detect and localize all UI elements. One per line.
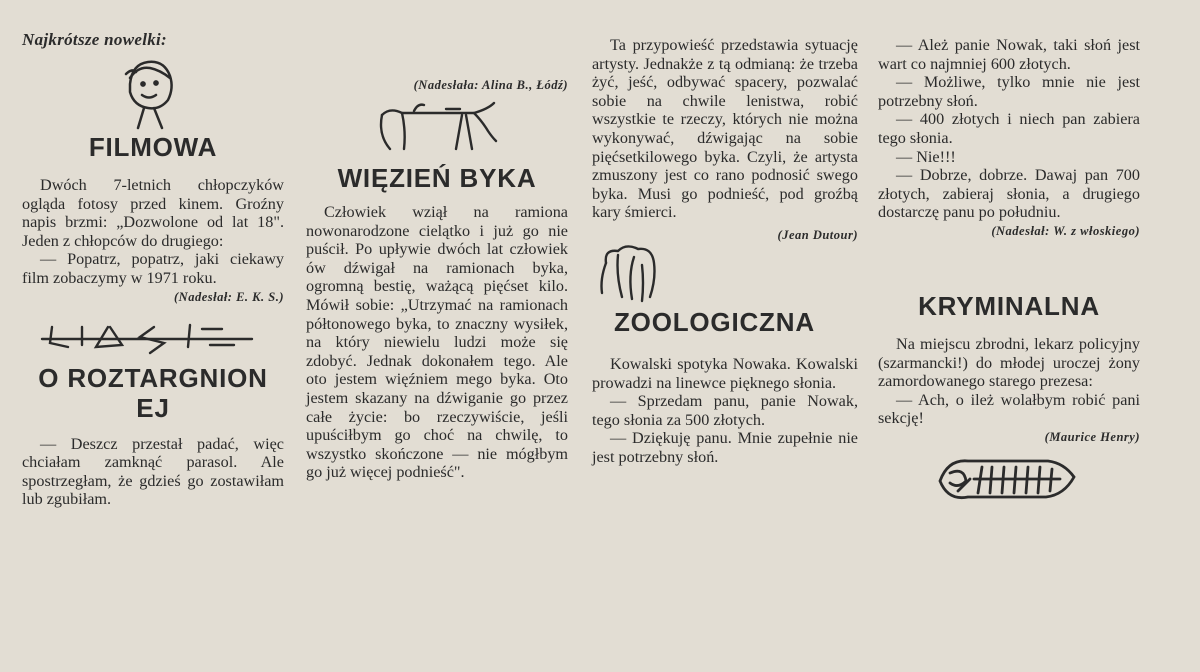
story-paragraph: — Sprzedam panu, panie Nowak, tego słonia za 500 złotych.: [592, 392, 858, 429]
story-paragraph: — Ależ panie Nowak, taki słoń jest wart co najmniej 600 złotych.: [878, 36, 1140, 73]
column-3: [592, 36, 858, 467]
story-paragraph: — Dobrze, dobrze. Dawaj pan 700 złotych, zabieraj słonia, a drugiego dostarczę panu po południu.: [878, 166, 1140, 222]
story-paragraph: Na miejscu zbrodni, lekarz policyjny (szarmancki!) do młodej uroczej żony zamordowanego starego prezesa:: [878, 334, 1140, 391]
elephant-doodle-icon: [592, 245, 858, 307]
column-1: [22, 30, 284, 509]
umbrella-doodle-icon: [22, 313, 284, 363]
story-paragraph: — Popatrz, popatrz, jaki ciekawy film zobaczymy w 1971 roku.: [22, 250, 284, 287]
story-paragraph: Człowiek wziął na ramiona nowonarodzone cielątko i już go nie puścił. Po upływie dwóch lat człowiek ów dźwigał na ramionach byka, ogromną bestię, ważącą pięćset kilo. Mówił sobie: „Utrzymać na ramionach półtonowego byka, to znaczny wysiłek, na który niewielu ludzi może się zdobyć. Jednak dokonałem tego. Ale oto jestem więźniem mego byka. Oto jestem skazany na dźwiganie go przez całe życie: bo rzeczywiście, jeśli upuściłbym go choć na chwilę, to wszystko skończone — nie mógłbym go już więcej podnieść".: [306, 203, 568, 482]
story-paragraph: Kowalski spotyka Nowaka. Kowalski prowadzi na linewce pięknego słonia.: [592, 354, 858, 392]
story-credit: (Nadesłała: Alina B., Łódź): [413, 78, 568, 92]
story-credit: (Jean Dutour): [777, 227, 858, 242]
story-title-filmowa: FILMOWA: [88, 132, 218, 162]
story-paragraph: — Deszcz przestał padać, więc chciałam zamknąć parasol. Ale spostrzegłam, że gdzieś go zostawiłam lub zgubiłam.: [22, 434, 284, 509]
story-paragraph: Ta przypowieść przedstawia sytuację artysty. Jednakże z tą odmianą: że trzeba żyć, jeść, odbywać spacery, pozwalać sobie na chwile lenistwa, robić wszystkie te rzeczy, których nie można wykonywać, dźwigając na sobie pięćsetkilowego byka. Czyli, że artysta zmuszony jest co rano podnosić swego byka. Musi go podnieść, pod groźbą kary śmierci.: [592, 36, 858, 222]
story-paragraph: Dwóch 7-letnich chłopczyków ogląda fotosy przed kinem. Groźny napis brzmi: „Dozwolone od lat 18". Jeden z chłopców do drugiego:: [22, 176, 284, 250]
story-title-zoologiczna: ZOOLOGICZNA: [614, 306, 815, 337]
story-title-roztargniona: O ROZTARGNIONEJ: [38, 362, 268, 423]
story-paragraph: — Nie!!!: [896, 147, 956, 166]
story-credit: (Maurice Henry): [1044, 429, 1140, 444]
story-credit: (Nadesłał: W. z włoskiego): [991, 223, 1140, 238]
fish-skeleton-doodle-icon: [878, 451, 1140, 511]
bull-doodle-icon: [306, 101, 568, 159]
story-paragraph: — Możliwe, tylko mnie nie jest potrzebny słoń.: [878, 73, 1140, 110]
column-2: [306, 36, 568, 482]
story-title-kryminalna: KRYMINALNA: [918, 290, 1100, 321]
section-label: Najkrótsze nowelki:: [22, 30, 168, 49]
story-paragraph: — 400 złotych i niech pan zabiera tego słonia.: [878, 110, 1140, 147]
column-4: [878, 36, 1140, 511]
story-paragraph: — Ach, o ileż wolałbym robić pani sekcję!: [878, 390, 1140, 428]
child-face-icon: [22, 56, 284, 130]
story-title-wiezien: WIĘZIEŃ BYKA: [337, 163, 537, 193]
story-credit: (Nadesłał: E. K. S.): [174, 289, 284, 304]
story-paragraph: — Dziękuję panu. Mnie zupełnie nie jest potrzebny słoń.: [592, 429, 858, 466]
